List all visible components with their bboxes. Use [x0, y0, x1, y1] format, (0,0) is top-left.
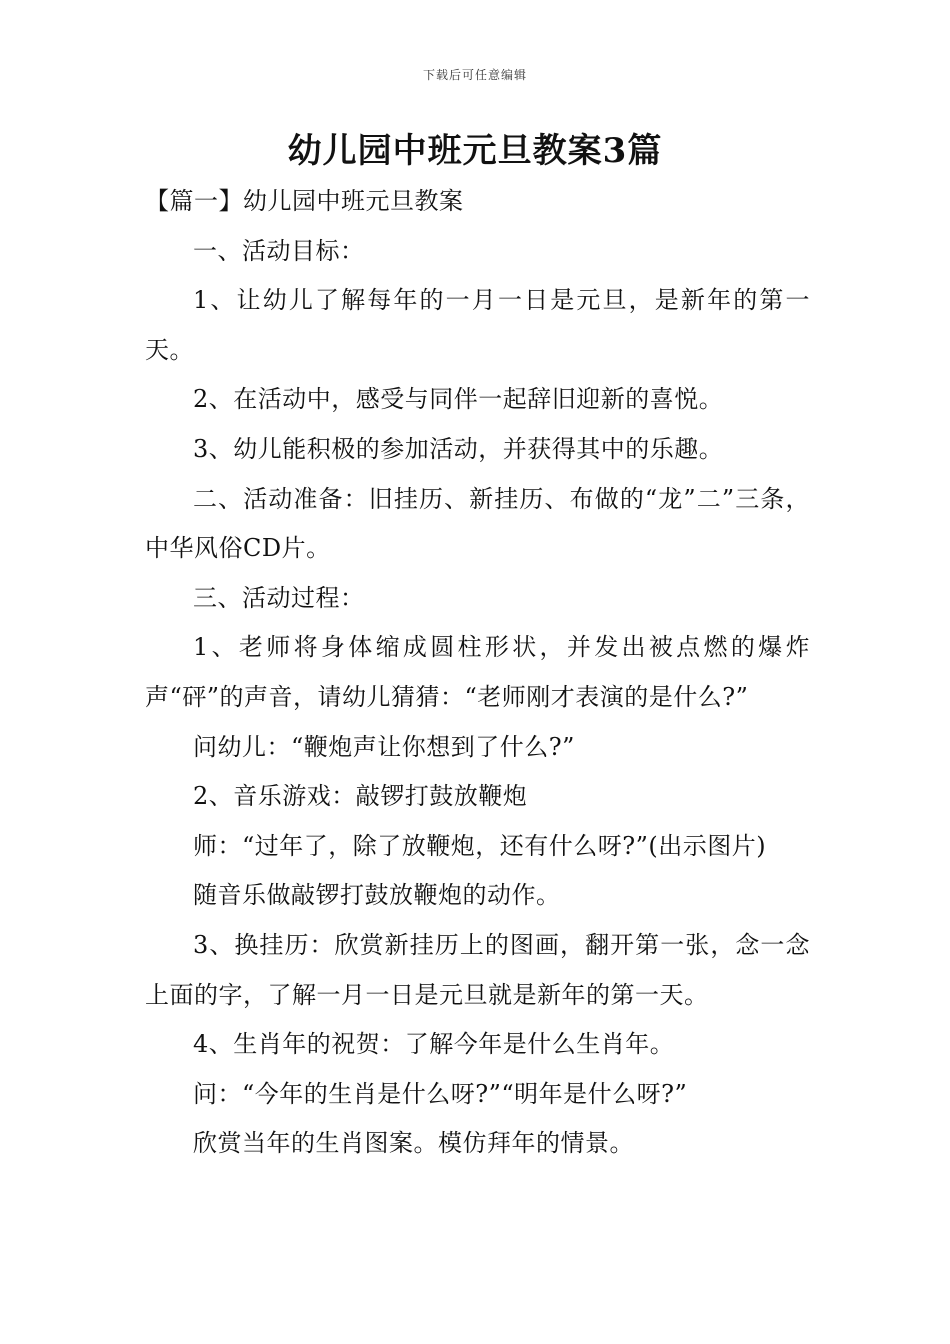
- paragraph-music-action: 随音乐做敲锣打鼓放鞭炮的动作。: [193, 881, 561, 910]
- page-header-note: 下载后可任意编辑: [422, 68, 527, 82]
- paragraph-goals-heading: 一、活动目标：: [193, 236, 365, 265]
- paragraph-process-1: 1、老师将身体缩成圆柱形状，并发出被点燃的爆炸声“砰”的声音，请幼儿猜猜：“老师刚才表演的是什么?”: [145, 633, 810, 711]
- section-heading: 【篇一】幼儿园中班元旦教案: [145, 187, 464, 215]
- paragraph-preparation: 二、活动准备：旧挂历、新挂历、布做的“龙”二”三条，中华风俗CD片。: [145, 484, 810, 563]
- paragraph-zodiac-appreciation: 欣赏当年的生肖图案。模仿拜年的情景。: [193, 1129, 634, 1158]
- paragraph-process-heading: 三、活动过程：: [193, 583, 365, 612]
- document-title: 幼儿园中班元旦教案3篇: [287, 131, 663, 171]
- paragraph-zodiac-question: 问：“今年的生肖是什么呀?”“明年是什么呀?”: [193, 1079, 688, 1108]
- paragraph-goal-3: 3、幼儿能积极的参加活动，并获得其中的乐趣。: [193, 434, 724, 463]
- paragraph-process-2: 2、音乐游戏：敲锣打鼓放鞭炮: [193, 782, 528, 811]
- paragraph-process-4: 4、生肖年的祝贺：了解今年是什么生肖年。: [193, 1030, 675, 1059]
- paragraph-question: 问幼儿：“鞭炮声让你想到了什么?”: [193, 732, 575, 761]
- paragraph-teacher-line: 师：“过年了，除了放鞭炮，还有什么呀?”(出示图片): [193, 831, 767, 860]
- paragraph-goal-1: 1、让幼儿了解每年的一月一日是元旦，是新年的第一天。: [145, 286, 810, 364]
- paragraph-goal-2: 2、在活动中，感受与同伴一起辞旧迎新的喜悦。: [193, 385, 724, 414]
- document-body: [145, 177, 810, 1169]
- paragraph-process-3: 3、换挂历：欣赏新挂历上的图画，翻开第一张，念一念上面的字，了解一月一日是元旦就是新年的第一天。: [145, 930, 810, 1009]
